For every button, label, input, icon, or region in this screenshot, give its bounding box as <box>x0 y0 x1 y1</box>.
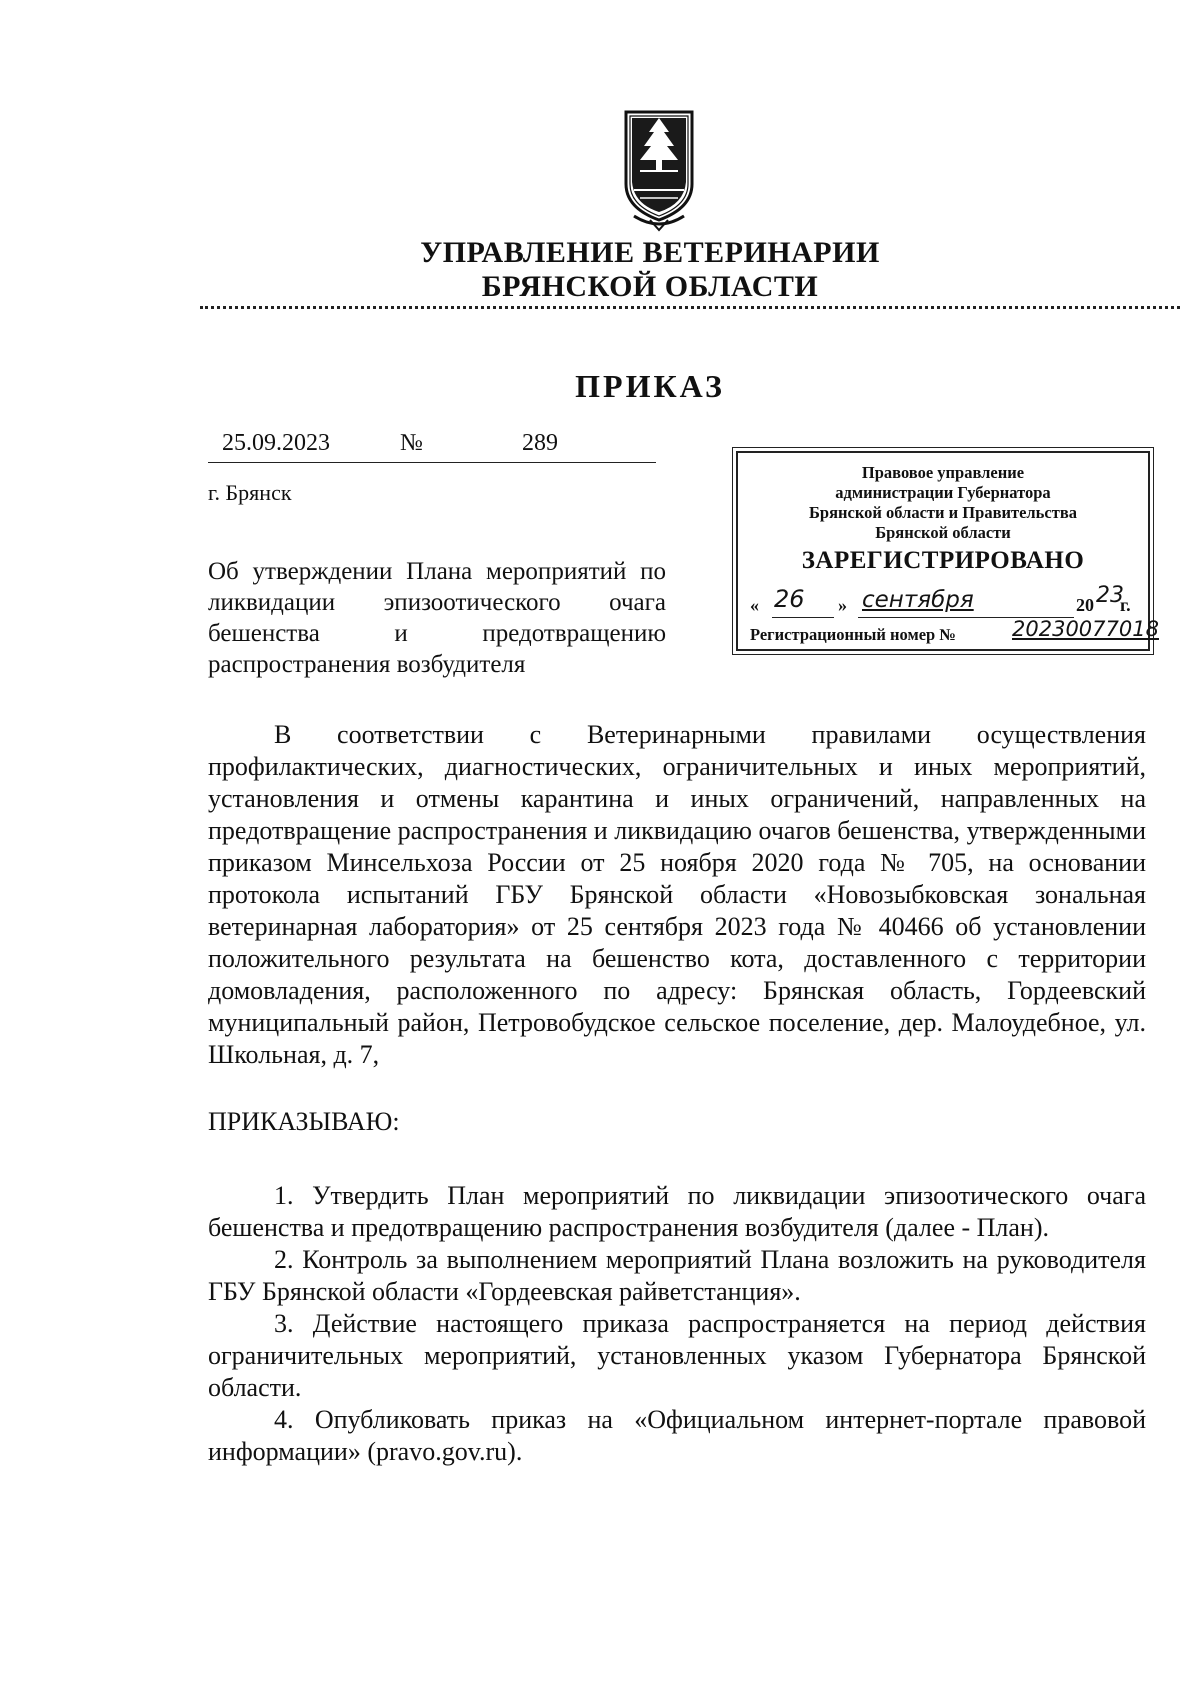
preamble-paragraph: В соответствии с Ветеринарными правилами осуществления профилактических, диагностических, ограничительных и иных мероприятий, установления и отмены карантина и иных ограничений, направленных на предотвращение распространения и ликвидацию очагов бешенства, утвержденными приказом Минсельхоза России от 25 ноября 2020 года № 705, на основании протокола испытаний ГБУ Брянской области «Новозыбковская зональная ветеринарная лаборатория» от 25 сентября 2023 года № 40466 об установлении положительного результата на бешенство кота, доставленного с территории домовладения, расположенного по адресу: Брянская область, Гордеевский муниципальный район, Петровобудское сельское поселение, дер. Малоудебное, ул. Школьная, д. 7, <box>208 720 1146 1069</box>
stamp-authority-line3: Брянской области и Правительства <box>809 503 1077 522</box>
organization-name-line2: БРЯНСКОЙ ОБЛАСТИ <box>481 270 819 303</box>
stamp-year-unit: г. <box>1120 595 1131 615</box>
stamp-day-underline <box>772 617 834 618</box>
stamp-day-handwritten: 26 <box>774 585 805 613</box>
order-item-4: 4. Опубликовать приказ на «Официальном интернет-портале правовой информации» (pravo.gov.ru). <box>208 1405 1146 1466</box>
stamp-date-line <box>750 583 1140 619</box>
stamp-authority-line1: Правовое управление <box>861 463 1025 482</box>
date-number-line <box>208 430 656 466</box>
stamp-registration-number-line <box>750 617 1159 647</box>
number-sign: № <box>400 430 423 456</box>
stamp-registration-number-label: Регистрационный номер № <box>750 625 956 644</box>
document-city: г. Брянск <box>208 480 292 505</box>
stamp-month-handwritten: сентября <box>862 587 974 613</box>
coat-of-arms-emblem <box>620 108 698 234</box>
stamp-registration-number-handwritten: 20230077018 <box>1012 617 1159 641</box>
order-word: ПРИКАЗЫВАЮ: <box>208 1107 400 1136</box>
stamp-quote-close: » <box>838 595 847 615</box>
stamp-quote-open: « <box>750 595 759 615</box>
organization-name-line1: УПРАВЛЕНИЕ ВЕТЕРИНАРИИ <box>420 236 880 269</box>
order-items-list <box>208 1180 1146 1468</box>
stamp-year-handwritten: 23 <box>1096 583 1124 608</box>
stamp-registered-label: ЗАРЕГИСТРИРОВАНО <box>801 547 1085 574</box>
order-item-1: 1. Утвердить План мероприятий по ликвидации эпизоотического очага бешенства и предотвращению распространения возбудителя (далее - План). <box>208 1181 1146 1242</box>
document-number: 289 <box>522 430 558 456</box>
document-subject: Об утверждении Плана мероприятий по ликвидации эпизоотического очага бешенства и предотвращению распространения возбудителя <box>208 558 666 678</box>
document-type-title: ПРИКАЗ <box>575 368 725 404</box>
order-item-2: 2. Контроль за выполнением мероприятий Плана возложить на руководителя ГБУ Брянской области «Гордеевская райветстанция». <box>208 1245 1146 1306</box>
registration-stamp <box>736 451 1159 651</box>
header-divider <box>200 306 1180 309</box>
stamp-year-prefix: 20 <box>1076 595 1094 615</box>
date-number-underline <box>208 462 656 463</box>
order-item-3: 3. Действие настоящего приказа распространяется на период действия ограничительных мероприятий, установленных указом Губернатора Брянской области. <box>208 1309 1146 1402</box>
stamp-authority-line2: администрации Губернатора <box>835 483 1051 502</box>
document-date: 25.09.2023 <box>222 430 330 456</box>
stamp-authority-line4: Брянской области <box>875 523 1011 542</box>
